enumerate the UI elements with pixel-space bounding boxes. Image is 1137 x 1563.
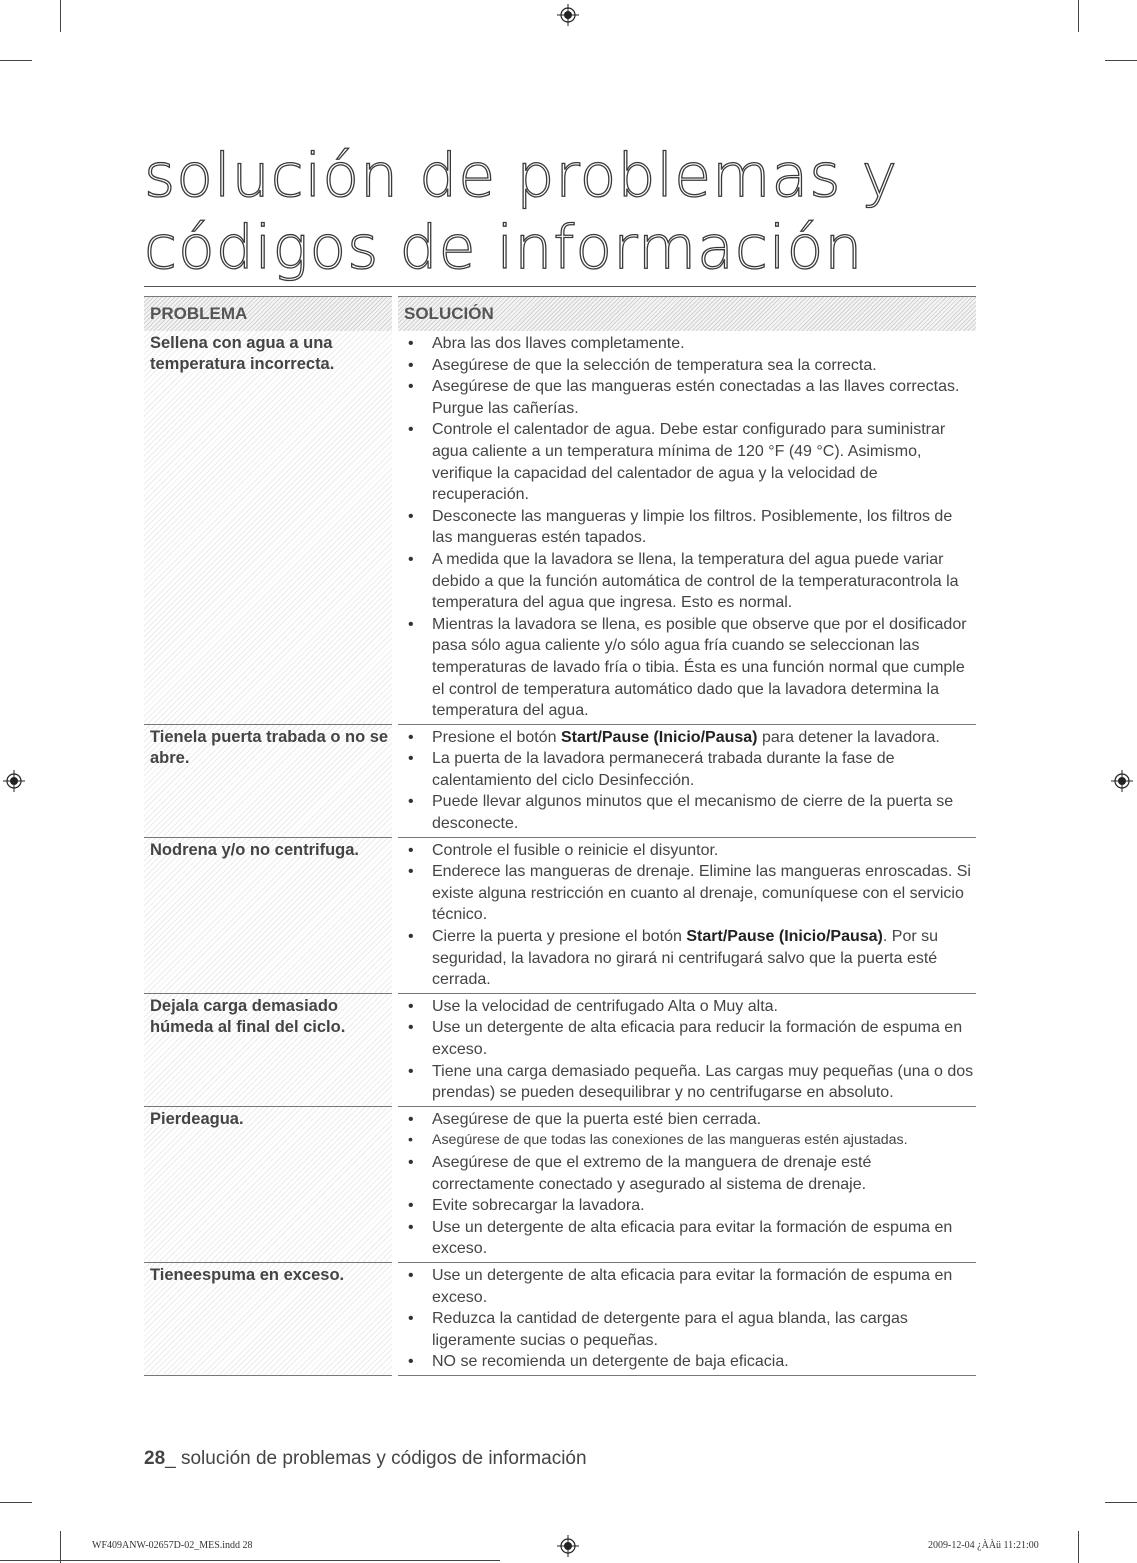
solution-item: • Controle el fusible o reinicie el disyuntor. [404,840,976,862]
crop-mark [1078,1531,1079,1563]
solution-list [398,840,976,991]
registration-mark-icon [1111,770,1133,792]
button-name-text: Start/Pause (Inicio/Pausa) [560,728,758,746]
table-header-row [144,297,976,332]
solution-item: • Abra las dos llaves completamente. [404,333,976,355]
page-number: 28 [144,1448,166,1469]
troubleshooting-table [144,296,976,1376]
solution-item: • Evite sobrecargar la lavadora. [404,1195,976,1217]
page-title [144,140,976,287]
solution-item: • A medida que la lavadora se llena, la temperatura del agua puede variar debido a que la función automática de control de la temperaturacontrola la temperatura del agua que ingresa. Esto es normal. [404,549,976,614]
crop-mark [0,60,32,61]
imprint-file: WF409ANW-02657D-02_MES.indd 28 [92,1540,253,1551]
solution-item: • Use un detergente de alta eficacia para evitar la formación de espuma en exceso. [404,1265,976,1308]
solution-list [398,1109,976,1260]
solution-item: • Mientras la lavadora se llena, es posible que observe que por el dosificador pasa sólo agua caliente y/o sólo agua fría cuando se seleccionan las temperaturas de lavado fría o tibia. Ésta es una función normal que cumple el control de temperatura automático dado que la lavadora determina la temperatura del agua. [404,614,976,722]
solution-item: • NO se recomienda un detergente de baja eficacia. [404,1351,976,1373]
solution-item: • Use la velocidad de centrifugado Alta o Muy alta. [404,996,976,1018]
table-row [144,1262,976,1375]
solution-item: • Asegúrese de que la selección de temperatura sea la correcta. [404,355,976,377]
problem-cell: Tieneespuma en exceso. [144,1262,395,1375]
solution-cell [395,1106,976,1262]
solution-item: • Puede llevar algunos minutos que el mecanismo de cierre de la puerta se desconecte. [404,791,976,834]
solution-cell [395,724,976,837]
solution-item: • Desconecte las mangueras y limpie los filtros. Posiblemente, los filtros de las mangueras estén tapados. [404,506,976,549]
solution-item: • Tiene una carga demasiado pequeña. Las cargas muy pequeñas (una o dos prendas) se pueden desequilibrar y no centrifugarse en absoluto. [404,1061,976,1104]
solution-item: • Asegúrese de que todas las conexiones de las mangueras estén ajustadas. [404,1130,976,1152]
solution-item: • Use un detergente de alta eficacia para reducir la formación de espuma en exceso. [404,1017,976,1060]
solution-list [398,333,976,722]
solution-cell [395,1262,976,1375]
registration-mark-icon [557,1535,579,1557]
solution-text: para detener la lavadora. [757,728,940,746]
solution-item: • Asegúrese de que la puerta esté bien cerrada. [404,1109,976,1131]
table-row [144,724,976,837]
solution-item [404,727,976,749]
table-row [144,331,976,724]
crop-mark [60,0,61,32]
solution-column-header: SOLUCIÓN [395,297,976,332]
imprint-date: 2009-12-04 ¿ÀÀü 11:21:00 [928,1540,1039,1551]
solution-text: . Por su seguridad, la lavadora no girará ni centrifugará salvo que la puerta esté cerrada. [432,928,939,989]
solution-item: • Enderece las mangueras de drenaje. Elimine las mangueras enroscadas. Si existe alguna restricción en cuanto al drenaje, comuníquese con el servicio técnico. [404,861,976,926]
solution-cell [395,331,976,724]
solution-cell [395,993,976,1106]
solution-item: • Asegúrese de que las mangueras estén conectadas a las llaves correctas. Purgue las cañerías. [404,376,976,419]
problem-cell: Dejala carga demasiado húmeda al final del ciclo. [144,993,395,1106]
button-name-text: Start/Pause (Inicio/Pausa) [686,928,883,946]
solution-item: • Reduzca la cantidad de detergente para el agua blanda, las cargas ligeramente sucias o pequeñas. [404,1308,976,1351]
table-row [144,837,976,993]
imprint-rule [0,1560,500,1561]
page-footer [144,1448,587,1470]
solution-item [404,926,976,991]
solution-list [398,727,976,835]
crop-mark [0,1502,32,1503]
solution-item: • Use un detergente de alta eficacia para evitar la formación de espuma en exceso. [404,1217,976,1260]
problem-cell: Nodrena y/o no centrifuga. [144,837,395,993]
page-title-line-2: códigos de información [144,213,864,283]
crop-mark [1105,1502,1137,1503]
registration-mark-icon [557,4,579,26]
solution-list [398,1265,976,1373]
page-title-line-1: solución de problemas y [144,141,899,211]
table-row [144,1106,976,1262]
crop-mark [60,1531,61,1563]
crop-mark [1078,0,1079,32]
table-row [144,993,976,1106]
solution-text: Presione el botón [432,728,561,746]
solution-item: • Controle el calentador de agua. Debe estar configurado para suministrar agua caliente a un temperatura mínima de 120 °F (49 °C). Asimismo, verifique la capacidad del calentador de agua y la velocidad de recuperación. [404,419,976,505]
table-body [144,331,976,1375]
problem-cell: Sellena con agua a una temperatura incorrecta. [144,331,395,724]
crop-mark [1105,60,1137,61]
problem-cell: Pierdeagua. [144,1106,395,1262]
solution-list [398,996,976,1104]
solution-text: Cierre la puerta y presione el botón [432,928,687,946]
footer-text: _ solución de problemas y códigos de información [165,1448,587,1469]
problem-cell: Tienela puerta trabada o no se abre. [144,724,395,837]
solution-item: • La puerta de la lavadora permanecerá trabada durante la fase de calentamiento del ciclo Desinfección. [404,748,976,791]
solution-cell [395,837,976,993]
problem-column-header: PROBLEMA [144,297,395,332]
registration-mark-icon [3,770,25,792]
solution-item: • Asegúrese de que el extremo de la manguera de drenaje esté correctamente conectado y asegurado al sistema de drenaje. [404,1152,976,1195]
